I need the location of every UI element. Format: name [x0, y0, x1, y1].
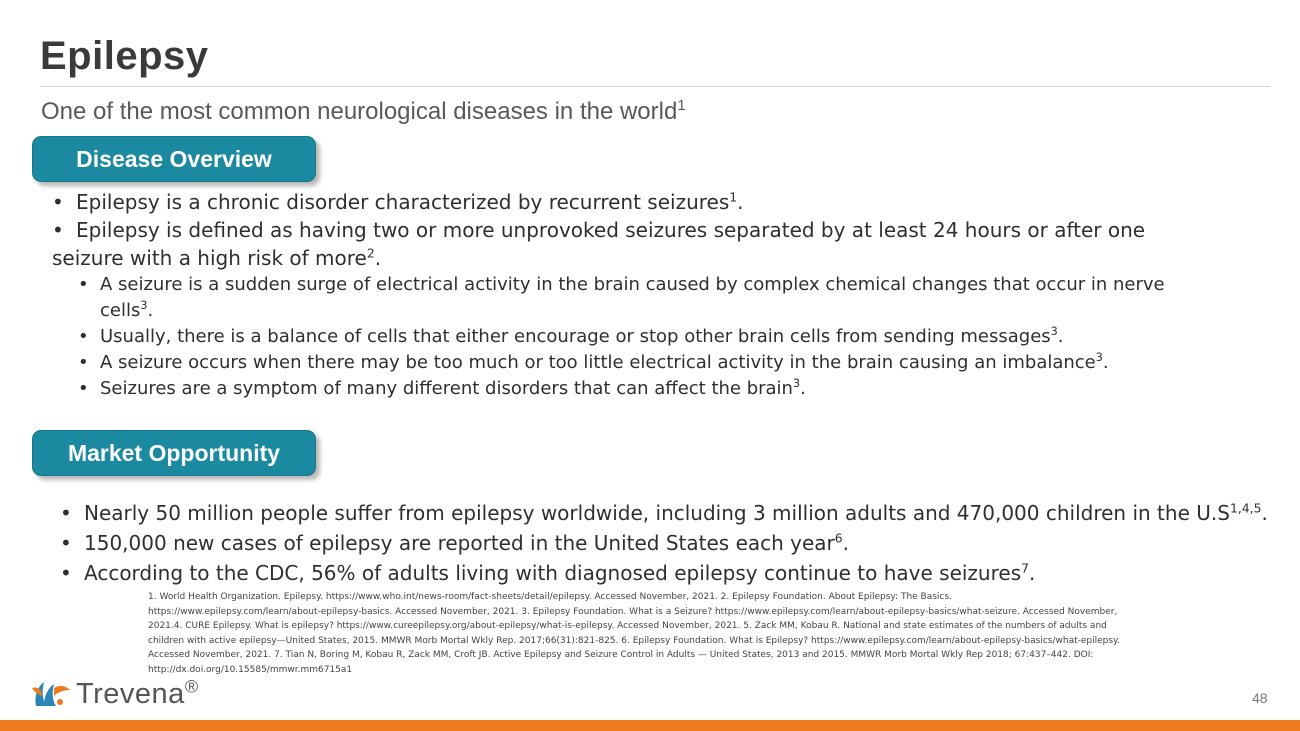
overview-sub-bullet: • Seizures are a symptom of many different disorders that can affect the brain$^3$.	[52, 376, 1282, 402]
bottom-accent-bar	[0, 720, 1300, 731]
bullet-dot: •	[78, 378, 89, 399]
bullet-text: 150,000 new cases of epilepsy are reported in the United States each year	[84, 531, 835, 555]
bullet-dot: •	[78, 274, 89, 295]
disease-overview-heading: Disease Overview	[32, 136, 316, 182]
page-number: 48	[1252, 690, 1268, 706]
subtitle-ref: 1	[677, 98, 686, 114]
bullet-dot: •	[52, 218, 64, 242]
bullet-text: Seizures are a symptom of many different disorders that can affect the brain	[100, 378, 793, 399]
bullet-ref: 6	[834, 530, 843, 546]
footnote-line: http://dx.doi.org/10.15585/mmwr.mm6715a1	[148, 664, 353, 675]
market-bullet: • According to the CDC, 56% of adults living with diagnosed epilepsy continue to have seizures$^7$.	[60, 558, 1290, 588]
overview-bullet	[52, 216, 1282, 244]
title-divider	[40, 86, 1270, 87]
footnote-line: https://www.epilepsy.com/learn/about-epilepsy-basics. Accessed November, 2021. 3. Epilepsy Foundation. What is a Seizure? https://www.epilepsy.com/learn/about-epilepsy-basics/what-seizure. Accessed November,	[148, 606, 1118, 617]
overview-sub-bullet	[52, 272, 1282, 298]
bullet-ref: 1,4,5	[1229, 500, 1262, 516]
bullet-ref: 3	[140, 299, 148, 312]
bullet-ref: 3	[1050, 325, 1058, 338]
slide-subtitle	[41, 98, 686, 126]
market-opportunity-list	[60, 498, 1290, 588]
bullet-text: Epilepsy is a chronic disorder characterized by recurrent seizures	[76, 190, 730, 214]
bullet-dot: •	[60, 531, 72, 555]
disease-overview-list	[52, 188, 1282, 402]
market-opportunity-heading: Market Opportunity	[32, 430, 316, 476]
bullet-text: According to the CDC, 56% of adults living with diagnosed epilepsy continue to have seizures	[84, 561, 1022, 585]
bullet-dot: •	[78, 326, 89, 347]
bullet-text: seizure with a high risk of more	[52, 246, 367, 270]
bullet-ref: 3	[792, 377, 801, 390]
footnote-line: children with active epilepsy—United States, 2015. MMWR Morb Mortal Wkly Rep. 2017;66(31):821-825. 6. Epilepsy Foundation. What is Epilepsy? https://www.epilepsy.com/learn/about-epilepsy-basics/what-epilepsy.	[148, 635, 1120, 646]
overview-sub-bullet: • Usually, there is a balance of cells that either encourage or stop other brain cells from sending messages$^3$.	[52, 324, 1282, 350]
bullet-text: A seizure occurs when there may be too much or too little electrical activity in the brain causing an imbalance	[100, 352, 1096, 373]
bullet-dot: •	[52, 190, 64, 214]
bullet-dot: •	[60, 561, 72, 585]
footnote-line: 1. World Health Organization. Epilepsy. https://www.who.int/news-room/fact-sheets/detail/epilepsy. Accessed November, 2021. 2. Epilepsy Foundation. About Epilepsy: The Basics.	[148, 592, 952, 602]
slide-title: Epilepsy	[40, 34, 209, 78]
bullet-dot: •	[60, 501, 72, 525]
bullet-text: Nearly 50 million people suffer from epilepsy worldwide, including 3 million adults and 470,000 children in the U.S	[84, 501, 1230, 525]
bullet-text: Epilepsy is defined as having two or more unprovoked seizures separated by at least 24 hours or after one	[76, 218, 1146, 242]
trevena-logo-mark-icon	[30, 676, 76, 712]
footnotes	[148, 590, 1258, 677]
bullet-ref: 7	[1021, 560, 1029, 576]
footnote-line: 2021.4. CURE Epilepsy. What is epilepsy? https://www.cureepilepsy.org/about-epilepsy/what-is-epilepsy. Accessed November, 2021. 5. Zack MM, Kobau R. National and state estimates of the numbers of adults and	[148, 621, 1107, 631]
market-bullet: • 150,000 new cases of epilepsy are reported in the United States each year$^6$.	[60, 528, 1290, 558]
bullet-text: cells	[100, 300, 141, 321]
bullet-ref: 2	[366, 245, 375, 261]
subtitle-text: One of the most common neurological diseases in the world	[41, 98, 678, 125]
bullet-ref: 1	[729, 189, 738, 205]
bullet-text: A seizure is a sudden surge of electrical activity in the brain caused by complex chemical changes that occur in nerve	[100, 274, 1165, 295]
bullet-dot: •	[78, 352, 89, 373]
trevena-wordmark: Trevena®	[76, 676, 199, 710]
bullet-text: Usually, there is a balance of cells that either encourage or stop other brain cells from sending messages	[100, 326, 1051, 347]
market-bullet: • Nearly 50 million people suffer from epilepsy worldwide, including 3 million adults and 470,000 children in the $U.S^{1,4,5}$.	[60, 498, 1290, 528]
footnote-line: Accessed November, 2021. 7. Tian N, Boring M, Kobau R, Zack MM, Croft JB. Active Epilepsy and Seizure Control in Adults — United States, 2013 and 2015. MMWR Morb Mortal Wkly Rep 2018; 67:437–442. DOI:	[148, 650, 1094, 660]
overview-bullet: • Epilepsy is a chronic disorder characterized by recurrent seizures$^1$.	[52, 189, 744, 214]
bullet-ref: 3	[1095, 351, 1103, 364]
overview-sub-bullet-continuation: cells$^3$.	[100, 299, 154, 321]
overview-sub-bullet: • A seizure occurs when there may be too much or too little electrical activity in the brain causing an imbalance$^3$.	[52, 350, 1282, 376]
trevena-logo	[30, 676, 199, 712]
overview-bullet-continuation: seizure with a high risk of more$^2$.	[52, 245, 382, 270]
